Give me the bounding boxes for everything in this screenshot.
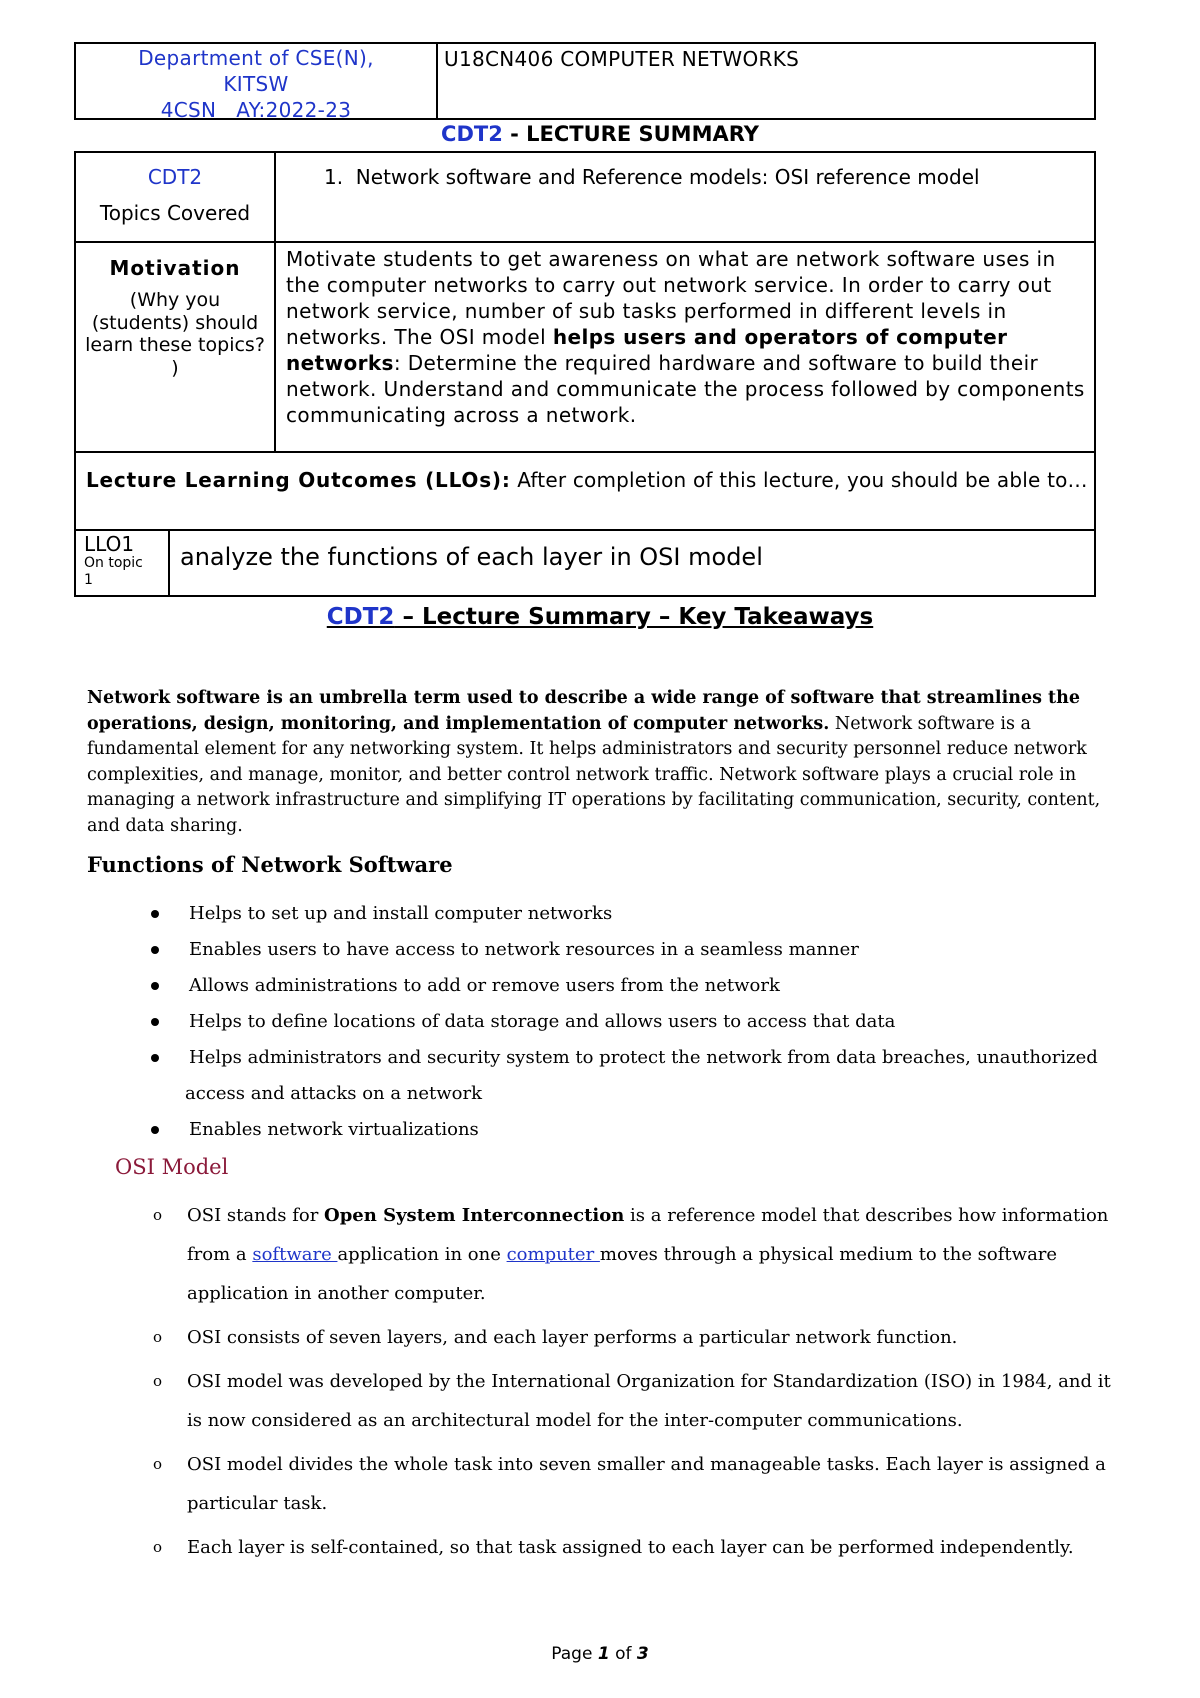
osi-text: OSI stands for [187,1205,325,1226]
summary-table [74,151,1096,597]
bullet-icon [151,910,159,918]
list-item [87,932,1117,968]
motivation-text-part: Motivate students to get awareness on what are network software uses in the computer networks to carry out network service. In order to carry out network service, number of sub tasks performed in different levels in networks. The OSI model [286,247,1056,349]
motivation-row [76,243,1094,453]
llo1-text: analyze the functions of each layer in OSI model [180,543,763,571]
circle-bullet-icon: o [153,1206,163,1224]
osi-text: moves through a physical medium to the software application in another computer. [187,1244,1058,1304]
department-cell [76,44,438,122]
osi-text: OSI consists of seven layers, and each layer performs a particular network function. [187,1327,958,1348]
list-item [87,1196,1127,1313]
topics-code: CDT2 [147,165,203,189]
circle-bullet-icon: o [153,1328,163,1346]
list-item-text: Enables users to have access to network resources in a seamless manner [189,939,859,960]
motivation-text [276,243,1094,451]
motivation-question: (Why you (students) should learn these topics? ) [85,289,265,379]
list-item-text: Allows administrations to add or remove users from the network [189,975,780,996]
llo1-label-cell [76,531,170,595]
summary-code: CDT2 [441,122,503,146]
osi-text: application in one [337,1244,507,1265]
osi-list [87,1196,1127,1572]
osi-heading: OSI Model [115,1155,229,1179]
osi-text: is a reference model that describes how information from a [187,1205,1109,1265]
llo1-label: LLO1 [84,532,135,556]
circle-bullet-icon: o [153,1372,163,1390]
motivation-text-part: : Determine the required hardware and software to build their network. Understand and communicate the process followed by components communicating across a network. [286,351,1085,427]
circle-bullet-icon: o [153,1455,163,1473]
osi-text: Each layer is self-contained, so that task assigned to each layer can be performed independently. [187,1537,1074,1558]
topics-label-cell [76,153,276,241]
list-item [87,896,1117,932]
department-name: Department of CSE(N), [138,46,374,70]
institute-name: KITSW [223,72,289,96]
list-item [87,1528,1127,1567]
computer-link[interactable]: computer [506,1244,600,1265]
motivation-text-bold: helps users and operators of computer networks [286,325,1008,375]
header-table [74,42,1096,120]
bullet-icon [151,946,159,954]
list-item [87,968,1117,1004]
bullet-icon [151,1018,159,1026]
motivation-label: Motivation [109,256,241,280]
list-item-text: Enables network virtualizations [189,1119,479,1140]
list-item [87,1318,1127,1357]
page-footer [0,1644,1200,1664]
list-item [87,1362,1127,1440]
motivation-label-cell [76,243,276,451]
key-takeaways-heading [0,604,1200,630]
page-number: 1 [597,1644,610,1664]
lecture-summary-title [0,122,1200,146]
circle-bullet-icon: o [153,1538,163,1556]
list-item [87,1445,1127,1523]
key-takeaways-code: CDT2 [326,604,395,630]
osi-text: OSI model was developed by the International Organization for Standardization (ISO) in 1984, and it is now considered as an architectural model for the inter-computer communications. [187,1371,1111,1431]
academic-year: 4CSN AY:2022-23 [160,98,352,122]
functions-heading: Functions of Network Software [87,852,453,877]
llo-heading: Lecture Learning Outcomes (LLOs): [86,468,511,492]
osi-text: OSI model divides the whole task into seven smaller and manageable tasks. Each layer is assigned a particular task. [187,1454,1106,1514]
bullet-icon [151,1126,159,1134]
topic-item-1: 1. Network software and Reference models: OSI reference model [324,165,980,189]
llo-intro: After completion of this lecture, you should be able to… [510,468,1088,492]
footer-of-word: of [609,1644,637,1664]
llo1-row [76,531,1094,595]
intro-text: Network software is a fundamental element for any networking system. It helps administrators and security personnel reduce network complexities, and manage, monitor, and better control network traffic. Network software plays a crucial role in managing a network infrastructure and simplifying IT operations by facilitating communication, security, content, and data sharing. [87,713,1101,836]
functions-list [87,896,1117,1148]
list-item [87,1112,1117,1148]
key-takeaways-text: – Lecture Summary – Key Takeaways [394,604,874,630]
list-item-text: access and attacks on a network [185,1083,483,1104]
footer-page-word: Page [551,1644,598,1664]
list-item-text: Helps to define locations of data storage and allows users to access that data [189,1011,896,1032]
topics-label: Topics Covered [99,201,251,225]
bullet-icon [151,1054,159,1062]
bullet-icon [151,982,159,990]
list-item [87,1040,1117,1076]
software-link[interactable]: software [252,1244,338,1265]
llo-heading-row [76,453,1094,531]
summary-title-text: - LECTURE SUMMARY [502,122,759,146]
topics-row [76,153,1094,243]
page-total: 3 [636,1644,649,1664]
intro-bold: Network software is an umbrella term used to describe a wide range of software that streamlines the operations, design, monitoring, and implementation of computer networks. [87,688,1080,734]
list-item-text: Helps to set up and install computer networks [189,903,613,924]
list-item-continuation [87,1076,1117,1112]
list-item-text: Helps administrators and security system to protect the network from data breaches, unauthorized [189,1047,1098,1068]
course-title: U18CN406 COMPUTER NETWORKS [444,47,800,71]
list-item [87,1004,1117,1040]
osi-bold: Open System Interconnection [324,1205,625,1226]
intro-paragraph [87,686,1127,840]
llo1-topic: On topic 1 [84,555,143,588]
